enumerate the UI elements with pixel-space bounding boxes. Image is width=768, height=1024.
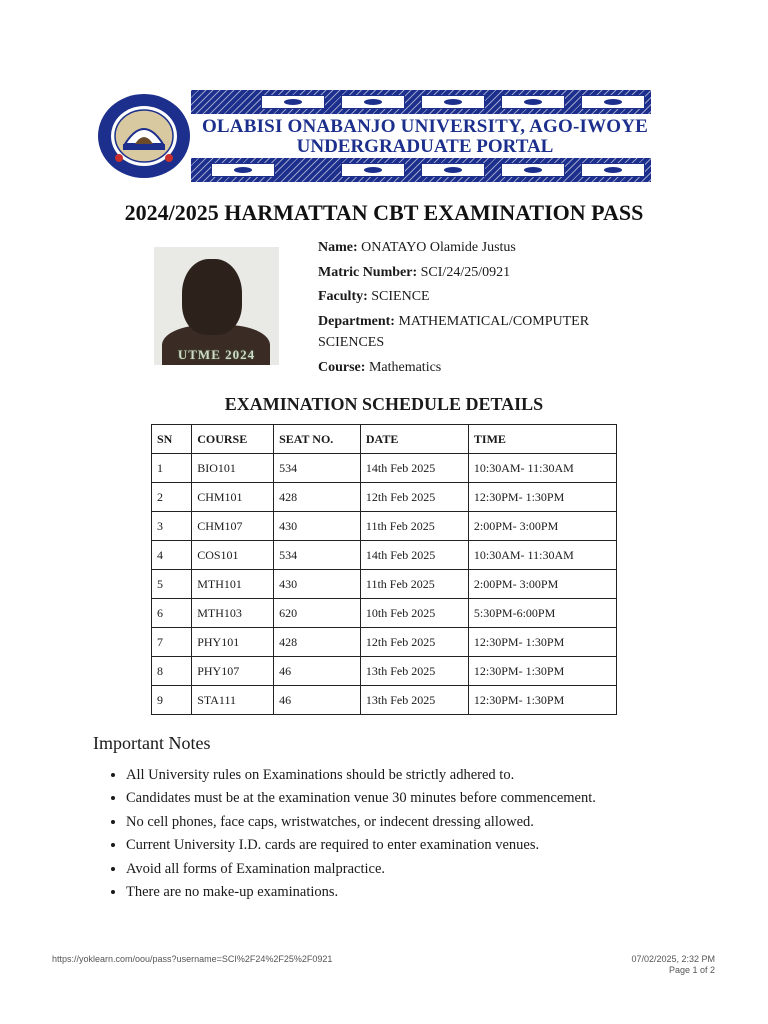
header-date: DATE — [360, 425, 468, 454]
cell-course: MTH101 — [192, 570, 274, 599]
portal-name: UNDERGRADUATE PORTAL — [296, 136, 554, 157]
portal-banner — [95, 88, 655, 184]
department-value: MATHEMATICAL/COMPUTER SCIENCES — [318, 313, 590, 350]
schedule-title: EXAMINATION SCHEDULE DETAILS — [224, 394, 544, 414]
header-course: COURSE — [192, 425, 274, 454]
faculty-value: SCIENCE — [371, 289, 430, 304]
cell-course: STA111 — [192, 686, 274, 715]
student-name-row — [318, 236, 648, 261]
list-item: • Avoid all forms of Examination malpractice. — [126, 858, 746, 881]
notes-list — [102, 764, 746, 904]
cell-time: 5:30PM-6:00PM — [468, 599, 616, 628]
cell-time: 10:30AM- 11:30AM — [468, 454, 616, 483]
student-name: ONATAYO Olamide Justus — [361, 240, 516, 255]
cell-date: 11th Feb 2025 — [360, 570, 468, 599]
cell-seat: 46 — [274, 686, 361, 715]
cell-time: 12:30PM- 1:30PM — [468, 686, 616, 715]
table-row — [152, 628, 617, 657]
table-row — [152, 657, 617, 686]
header-time: TIME — [468, 425, 616, 454]
cell-sn: 5 — [152, 570, 192, 599]
cell-sn: 1 — [152, 454, 192, 483]
department-row — [318, 311, 648, 353]
photo-stamp: UTME 2024 — [177, 347, 256, 362]
list-item: • All University rules on Examinations should be strictly adhered to. — [126, 764, 746, 787]
list-item: • Current University I.D. cards are required to enter examination venues. — [126, 834, 746, 857]
cell-time: 12:30PM- 1:30PM — [468, 657, 616, 686]
cell-time: 10:30AM- 11:30AM — [468, 541, 616, 570]
cell-sn: 7 — [152, 628, 192, 657]
cell-date: 12th Feb 2025 — [360, 628, 468, 657]
document-title: 2024/2025 HARMATTAN CBT EXAMINATION PASS — [124, 200, 644, 225]
cell-course: PHY101 — [192, 628, 274, 657]
table-row — [152, 454, 617, 483]
cell-date: 14th Feb 2025 — [360, 541, 468, 570]
notes-title: Important Notes — [93, 733, 211, 753]
student-photo — [154, 247, 279, 365]
course-row — [318, 356, 648, 381]
cell-seat: 428 — [274, 483, 361, 512]
cell-course: CHM101 — [192, 483, 274, 512]
cell-course: BIO101 — [192, 454, 274, 483]
list-item: • No cell phones, face caps, wristwatches, or indecent dressing allowed. — [126, 811, 746, 834]
cell-date: 10th Feb 2025 — [360, 599, 468, 628]
cell-sn: 8 — [152, 657, 192, 686]
table-row — [152, 512, 617, 541]
cell-sn: 2 — [152, 483, 192, 512]
cell-time: 12:30PM- 1:30PM — [468, 628, 616, 657]
footer-page-number: Page 1 of 2 — [668, 965, 715, 975]
university-name: OLABISI ONABANJO UNIVERSITY, AGO-IWOYE — [201, 116, 649, 137]
student-details — [318, 236, 648, 380]
matric-label: Matric Number: — [318, 264, 418, 280]
banner-pattern-bottom — [191, 158, 651, 182]
table-row — [152, 570, 617, 599]
department-label: Department: — [318, 313, 395, 329]
matric-row — [318, 261, 648, 286]
table-row — [152, 483, 617, 512]
exam-schedule-table — [151, 424, 617, 715]
faculty-row — [318, 285, 648, 310]
cell-time: 2:00PM- 3:00PM — [468, 512, 616, 541]
cell-seat: 46 — [274, 657, 361, 686]
name-label: Name: — [318, 240, 358, 255]
table-header-row — [152, 425, 617, 454]
faculty-label: Faculty: — [318, 289, 368, 304]
cell-sn: 6 — [152, 599, 192, 628]
table-row — [152, 599, 617, 628]
list-item: • There are no make-up examinations. — [126, 881, 746, 904]
cell-sn: 9 — [152, 686, 192, 715]
course-value: Mathematics — [368, 359, 442, 375]
cell-date: 14th Feb 2025 — [360, 454, 468, 483]
cell-time: 2:00PM- 3:00PM — [468, 570, 616, 599]
cell-sn: 4 — [152, 541, 192, 570]
cell-seat: 534 — [274, 541, 361, 570]
university-logo — [95, 92, 193, 180]
cell-seat: 620 — [274, 599, 361, 628]
cell-date: 13th Feb 2025 — [360, 657, 468, 686]
list-item: • Candidates must be at the examination venue 30 minutes before commencement. — [126, 787, 746, 810]
footer-datetime: 07/02/2025, 2:32 PM — [631, 954, 715, 964]
table-row — [152, 686, 617, 715]
banner-pattern-top — [191, 90, 651, 114]
cell-date: 13th Feb 2025 — [360, 686, 468, 715]
matric-number: SCI/24/25/0921 — [420, 264, 511, 280]
cell-course: MTH103 — [192, 599, 274, 628]
cell-seat: 430 — [274, 570, 361, 599]
cell-seat: 430 — [274, 512, 361, 541]
header-seat: SEAT NO. — [274, 425, 361, 454]
footer-url: https://yoklearn.com/oou/pass?username=SCI%2F24%2F25%2F0921 — [52, 954, 333, 964]
cell-date: 11th Feb 2025 — [360, 512, 468, 541]
cell-time: 12:30PM- 1:30PM — [468, 483, 616, 512]
cell-course: CHM107 — [192, 512, 274, 541]
cell-course: COS101 — [192, 541, 274, 570]
cell-seat: 534 — [274, 454, 361, 483]
header-sn: SN — [152, 425, 192, 454]
cell-date: 12th Feb 2025 — [360, 483, 468, 512]
table-row — [152, 541, 617, 570]
cell-seat: 428 — [274, 628, 361, 657]
course-label: Course: — [318, 359, 366, 375]
cell-course: PHY107 — [192, 657, 274, 686]
cell-sn: 3 — [152, 512, 192, 541]
